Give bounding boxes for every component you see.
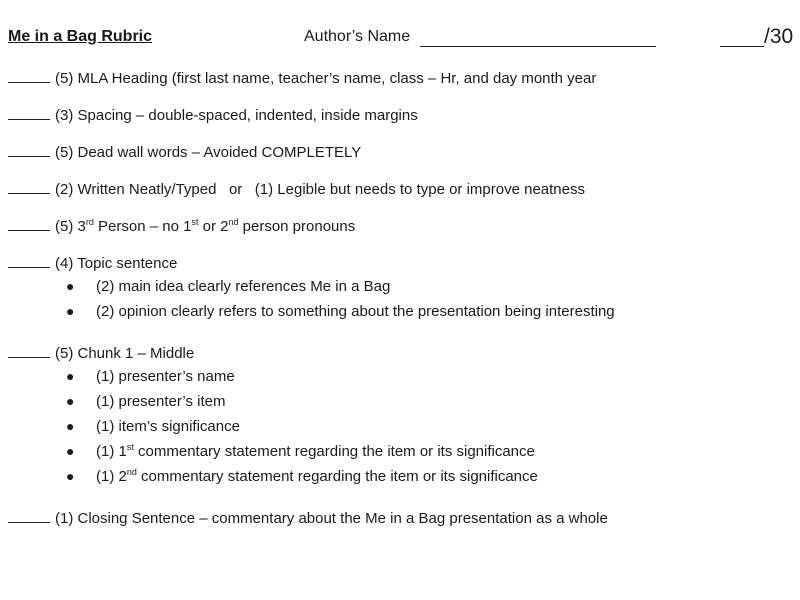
- ordinal-suffix: st: [126, 442, 134, 452]
- bullet-icon: ●: [66, 278, 75, 294]
- score-blank: [8, 508, 50, 523]
- list-item: [66, 393, 226, 413]
- list-item-text: (1) item’s significance: [96, 418, 240, 435]
- criterion-text-part: person pronouns: [238, 218, 356, 235]
- list-item-text-part: commentary statement regarding the item or its significance: [136, 468, 538, 485]
- criterion-text: (5) Dead wall words – Avoided COMPLETELY: [55, 144, 362, 161]
- criterion-topic-sentence: [8, 253, 177, 273]
- list-item: [66, 443, 535, 463]
- list-item-text: (2) main idea clearly references Me in a Bag: [96, 278, 391, 295]
- criterion-neatness: [8, 179, 585, 199]
- criterion-text: (3) Spacing – double-spaced, indented, inside margins: [55, 107, 418, 124]
- criterion-third-person: [8, 216, 355, 236]
- criterion-chunk-1: [8, 343, 194, 363]
- criterion-text: (5) MLA Heading (first last name, teacher’s name, class – Hr, and day month year: [55, 70, 597, 87]
- criterion-text: (2) Written Neatly/Typed or (1) Legible but needs to type or improve neatness: [55, 181, 585, 198]
- bullet-icon: ●: [66, 468, 75, 484]
- score-blank: [8, 253, 50, 268]
- score-blank: [8, 142, 50, 157]
- criterion-mla-heading: [8, 68, 596, 88]
- criterion-spacing: [8, 105, 418, 125]
- author-name-blank: [420, 46, 656, 47]
- score-total: /30: [764, 25, 794, 48]
- author-name-label: Author’s Name: [304, 28, 411, 45]
- score-blank: [8, 216, 50, 231]
- list-item: [66, 278, 390, 298]
- criterion-text: (5) Chunk 1 – Middle: [55, 345, 195, 362]
- ordinal-suffix: nd: [228, 217, 239, 227]
- list-item: [66, 418, 240, 438]
- rubric-header: [8, 26, 798, 50]
- list-item-text: (1) presenter’s item: [96, 393, 226, 410]
- score-blank: [8, 68, 50, 83]
- criterion-text-part: Person – no 1: [93, 218, 192, 235]
- ordinal-suffix: rd: [85, 217, 94, 227]
- score-blank: [8, 105, 50, 120]
- list-item-text-part: (1) 2: [96, 468, 127, 485]
- list-item: [66, 468, 538, 488]
- list-item-text-part: (1) 1: [96, 443, 127, 460]
- bullet-icon: ●: [66, 393, 75, 409]
- criterion-text-part: or 2: [198, 218, 229, 235]
- rubric-title: Me in a Bag Rubric: [8, 28, 153, 45]
- list-item-text-part: commentary statement regarding the item or its significance: [133, 443, 535, 460]
- ordinal-suffix: st: [191, 217, 199, 227]
- list-item: [66, 303, 615, 323]
- list-item-text: (1) presenter’s name: [96, 368, 235, 385]
- bullet-icon: ●: [66, 418, 75, 434]
- list-item-text: (2) opinion clearly refers to something about the presentation being interesting: [96, 303, 615, 320]
- criterion-text-part: (5) 3: [55, 218, 86, 235]
- criterion-text: (1) Closing Sentence – commentary about the Me in a Bag presentation as a whole: [55, 510, 608, 527]
- bullet-icon: ●: [66, 443, 75, 459]
- bullet-icon: ●: [66, 303, 75, 319]
- criterion-dead-words: [8, 142, 361, 162]
- list-item: [66, 368, 235, 388]
- criterion-closing-sentence: [8, 508, 608, 528]
- score-blank: [720, 46, 764, 47]
- score-blank: [8, 179, 50, 194]
- bullet-icon: ●: [66, 368, 75, 384]
- criterion-text: (4) Topic sentence: [55, 255, 178, 272]
- score-blank: [8, 343, 50, 358]
- ordinal-suffix: nd: [126, 467, 137, 477]
